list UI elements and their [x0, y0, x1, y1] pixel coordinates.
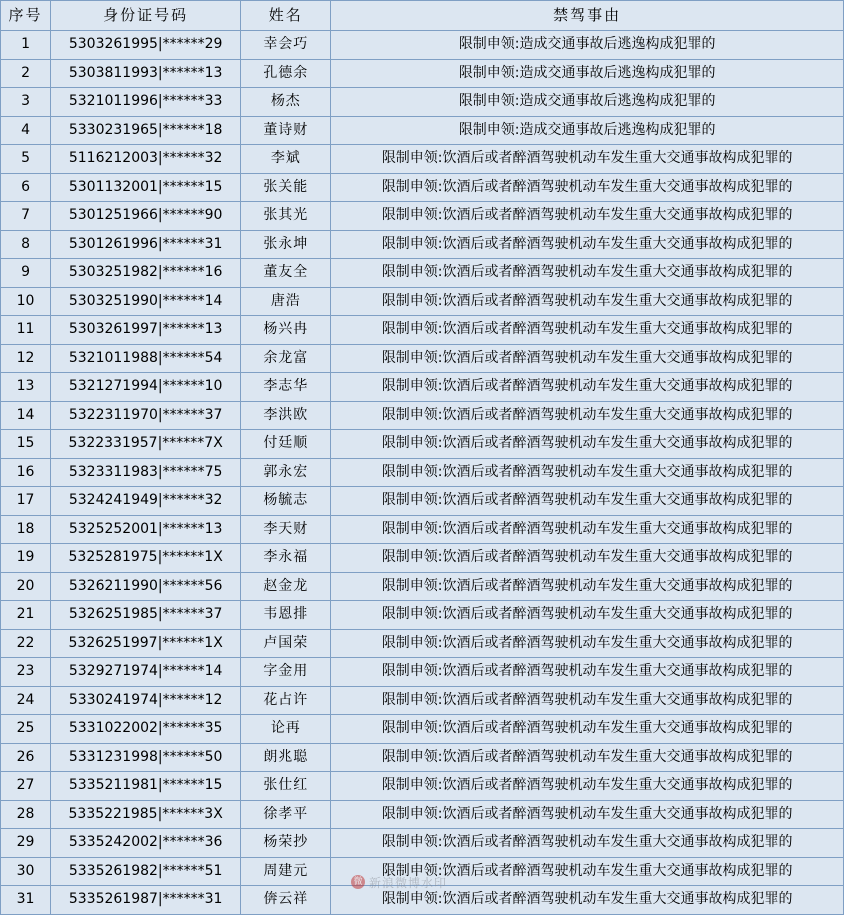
cell-name: 张关能 [241, 173, 331, 202]
cell-index: 4 [1, 116, 51, 145]
cell-id-number: 5303251982|******16 [51, 259, 241, 288]
table-header [1, 1, 844, 31]
table-row [1, 715, 844, 744]
table-row [1, 259, 844, 288]
cell-name: 张永坤 [241, 230, 331, 259]
table-row [1, 202, 844, 231]
cell-id-number: 5335221985|******3X [51, 800, 241, 829]
cell-name: 李志华 [241, 373, 331, 402]
cell-reason: 限制申领:饮酒后或者醉酒驾驶机动车发生重大交通事故构成犯罪的 [331, 401, 844, 430]
cell-index: 7 [1, 202, 51, 231]
cell-id-number: 5329271974|******14 [51, 658, 241, 687]
cell-name: 倴云祥 [241, 886, 331, 915]
cell-name: 余龙富 [241, 344, 331, 373]
cell-id-number: 5335242002|******36 [51, 829, 241, 858]
table-row [1, 373, 844, 402]
cell-reason: 限制申领:饮酒后或者醉酒驾驶机动车发生重大交通事故构成犯罪的 [331, 458, 844, 487]
cell-index: 21 [1, 601, 51, 630]
cell-index: 10 [1, 287, 51, 316]
cell-index: 26 [1, 743, 51, 772]
table-body [1, 31, 844, 915]
table-row [1, 430, 844, 459]
table-row [1, 800, 844, 829]
cell-reason: 限制申领:饮酒后或者醉酒驾驶机动车发生重大交通事故构成犯罪的 [331, 173, 844, 202]
cell-id-number: 5335261987|******31 [51, 886, 241, 915]
cell-name: 周建元 [241, 857, 331, 886]
cell-id-number: 5303811993|******13 [51, 59, 241, 88]
cell-name: 李永福 [241, 544, 331, 573]
cell-id-number: 5335261982|******51 [51, 857, 241, 886]
cell-name: 论再 [241, 715, 331, 744]
cell-name: 幸会巧 [241, 31, 331, 60]
cell-id-number: 5321271994|******10 [51, 373, 241, 402]
cell-reason: 限制申领:饮酒后或者醉酒驾驶机动车发生重大交通事故构成犯罪的 [331, 601, 844, 630]
table-row [1, 230, 844, 259]
cell-name: 赵金龙 [241, 572, 331, 601]
table-row [1, 88, 844, 117]
cell-id-number: 5331231998|******50 [51, 743, 241, 772]
column-header-reason: 禁驾事由 [331, 1, 844, 31]
cell-reason: 限制申领:饮酒后或者醉酒驾驶机动车发生重大交通事故构成犯罪的 [331, 772, 844, 801]
cell-id-number: 5324241949|******32 [51, 487, 241, 516]
cell-index: 16 [1, 458, 51, 487]
column-header-name: 姓名 [241, 1, 331, 31]
cell-reason: 限制申领:饮酒后或者醉酒驾驶机动车发生重大交通事故构成犯罪的 [331, 316, 844, 345]
cell-index: 19 [1, 544, 51, 573]
cell-id-number: 5321011988|******54 [51, 344, 241, 373]
cell-id-number: 5116212003|******32 [51, 145, 241, 174]
column-header-index: 序号 [1, 1, 51, 31]
table-row [1, 515, 844, 544]
cell-index: 24 [1, 686, 51, 715]
cell-id-number: 5303251990|******14 [51, 287, 241, 316]
cell-id-number: 5322311970|******37 [51, 401, 241, 430]
cell-index: 15 [1, 430, 51, 459]
table-row [1, 59, 844, 88]
cell-id-number: 5331022002|******35 [51, 715, 241, 744]
cell-index: 18 [1, 515, 51, 544]
cell-reason: 限制申领:饮酒后或者醉酒驾驶机动车发生重大交通事故构成犯罪的 [331, 544, 844, 573]
cell-id-number: 5326251985|******37 [51, 601, 241, 630]
cell-reason: 限制申领:饮酒后或者醉酒驾驶机动车发生重大交通事故构成犯罪的 [331, 145, 844, 174]
cell-name: 杨毓志 [241, 487, 331, 516]
cell-reason: 限制申领:造成交通事故后逃逸构成犯罪的 [331, 116, 844, 145]
table-row [1, 458, 844, 487]
cell-id-number: 5322331957|******7X [51, 430, 241, 459]
cell-name: 字金用 [241, 658, 331, 687]
cell-id-number: 5325252001|******13 [51, 515, 241, 544]
cell-reason: 限制申领:饮酒后或者醉酒驾驶机动车发生重大交通事故构成犯罪的 [331, 886, 844, 915]
cell-id-number: 5301132001|******15 [51, 173, 241, 202]
table-row [1, 487, 844, 516]
cell-index: 29 [1, 829, 51, 858]
cell-name: 徐孝平 [241, 800, 331, 829]
cell-reason: 限制申领:饮酒后或者醉酒驾驶机动车发生重大交通事故构成犯罪的 [331, 287, 844, 316]
table-row [1, 287, 844, 316]
table-row [1, 743, 844, 772]
table-row [1, 173, 844, 202]
cell-reason: 限制申领:饮酒后或者醉酒驾驶机动车发生重大交通事故构成犯罪的 [331, 259, 844, 288]
cell-id-number: 5323311983|******75 [51, 458, 241, 487]
cell-reason: 限制申领:饮酒后或者醉酒驾驶机动车发生重大交通事故构成犯罪的 [331, 515, 844, 544]
table-row [1, 401, 844, 430]
cell-id-number: 5330231965|******18 [51, 116, 241, 145]
cell-id-number: 5326251997|******1X [51, 629, 241, 658]
cell-index: 25 [1, 715, 51, 744]
cell-name: 李斌 [241, 145, 331, 174]
cell-name: 李洪欧 [241, 401, 331, 430]
cell-reason: 限制申领:饮酒后或者醉酒驾驶机动车发生重大交通事故构成犯罪的 [331, 430, 844, 459]
cell-reason: 限制申领:饮酒后或者醉酒驾驶机动车发生重大交通事故构成犯罪的 [331, 487, 844, 516]
cell-reason: 限制申领:饮酒后或者醉酒驾驶机动车发生重大交通事故构成犯罪的 [331, 373, 844, 402]
cell-index: 1 [1, 31, 51, 60]
cell-name: 董诗财 [241, 116, 331, 145]
cell-id-number: 5303261995|******29 [51, 31, 241, 60]
cell-name: 卢国荣 [241, 629, 331, 658]
table-row [1, 116, 844, 145]
cell-id-number: 5325281975|******1X [51, 544, 241, 573]
cell-name: 李天财 [241, 515, 331, 544]
cell-index: 23 [1, 658, 51, 687]
cell-index: 30 [1, 857, 51, 886]
cell-reason: 限制申领:饮酒后或者醉酒驾驶机动车发生重大交通事故构成犯罪的 [331, 857, 844, 886]
table-row [1, 658, 844, 687]
table-row [1, 686, 844, 715]
cell-reason: 限制申领:饮酒后或者醉酒驾驶机动车发生重大交通事故构成犯罪的 [331, 743, 844, 772]
cell-index: 27 [1, 772, 51, 801]
cell-index: 11 [1, 316, 51, 345]
cell-name: 付廷顺 [241, 430, 331, 459]
table-row [1, 601, 844, 630]
cell-name: 张其光 [241, 202, 331, 231]
cell-index: 22 [1, 629, 51, 658]
cell-index: 20 [1, 572, 51, 601]
table-row [1, 857, 844, 886]
column-header-id-number: 身份证号码 [51, 1, 241, 31]
cell-id-number: 5335211981|******15 [51, 772, 241, 801]
table-header-row [1, 1, 844, 31]
table-row [1, 772, 844, 801]
cell-name: 董友全 [241, 259, 331, 288]
cell-reason: 限制申领:饮酒后或者醉酒驾驶机动车发生重大交通事故构成犯罪的 [331, 629, 844, 658]
cell-reason: 限制申领:饮酒后或者醉酒驾驶机动车发生重大交通事故构成犯罪的 [331, 658, 844, 687]
cell-id-number: 5301251966|******90 [51, 202, 241, 231]
cell-reason: 限制申领:饮酒后或者醉酒驾驶机动车发生重大交通事故构成犯罪的 [331, 572, 844, 601]
cell-index: 8 [1, 230, 51, 259]
cell-reason: 限制申领:造成交通事故后逃逸构成犯罪的 [331, 59, 844, 88]
cell-reason: 限制申领:饮酒后或者醉酒驾驶机动车发生重大交通事故构成犯罪的 [331, 829, 844, 858]
cell-name: 唐浩 [241, 287, 331, 316]
cell-index: 28 [1, 800, 51, 829]
table-row [1, 145, 844, 174]
table-row [1, 572, 844, 601]
cell-index: 12 [1, 344, 51, 373]
cell-id-number: 5326211990|******56 [51, 572, 241, 601]
cell-name: 杨荣抄 [241, 829, 331, 858]
cell-index: 14 [1, 401, 51, 430]
cell-id-number: 5301261996|******31 [51, 230, 241, 259]
cell-index: 9 [1, 259, 51, 288]
cell-reason: 限制申领:饮酒后或者醉酒驾驶机动车发生重大交通事故构成犯罪的 [331, 344, 844, 373]
cell-index: 3 [1, 88, 51, 117]
cell-index: 2 [1, 59, 51, 88]
cell-index: 17 [1, 487, 51, 516]
table-row [1, 344, 844, 373]
table-row [1, 886, 844, 915]
table-row [1, 31, 844, 60]
cell-reason: 限制申领:饮酒后或者醉酒驾驶机动车发生重大交通事故构成犯罪的 [331, 800, 844, 829]
cell-index: 13 [1, 373, 51, 402]
cell-name: 杨兴冉 [241, 316, 331, 345]
cell-name: 杨杰 [241, 88, 331, 117]
cell-name: 孔德余 [241, 59, 331, 88]
cell-index: 5 [1, 145, 51, 174]
cell-index: 6 [1, 173, 51, 202]
weibo-badge-icon: 微 [351, 875, 365, 889]
cell-name: 郭永宏 [241, 458, 331, 487]
cell-id-number: 5330241974|******12 [51, 686, 241, 715]
cell-id-number: 5321011996|******33 [51, 88, 241, 117]
cell-id-number: 5303261997|******13 [51, 316, 241, 345]
table-row [1, 829, 844, 858]
cell-name: 韦恩排 [241, 601, 331, 630]
cell-index: 31 [1, 886, 51, 915]
table-row [1, 544, 844, 573]
cell-reason: 限制申领:饮酒后或者醉酒驾驶机动车发生重大交通事故构成犯罪的 [331, 715, 844, 744]
cell-name: 张仕红 [241, 772, 331, 801]
table-row [1, 629, 844, 658]
cell-reason: 限制申领:饮酒后或者醉酒驾驶机动车发生重大交通事故构成犯罪的 [331, 230, 844, 259]
cell-reason: 限制申领:造成交通事故后逃逸构成犯罪的 [331, 31, 844, 60]
cell-reason: 限制申领:造成交通事故后逃逸构成犯罪的 [331, 88, 844, 117]
cell-reason: 限制申领:饮酒后或者醉酒驾驶机动车发生重大交通事故构成犯罪的 [331, 686, 844, 715]
table-row [1, 316, 844, 345]
cell-name: 花占许 [241, 686, 331, 715]
watermark-text: 新浪微博水印 [369, 875, 448, 890]
cell-name: 朗兆聪 [241, 743, 331, 772]
cell-reason: 限制申领:饮酒后或者醉酒驾驶机动车发生重大交通事故构成犯罪的 [331, 202, 844, 231]
